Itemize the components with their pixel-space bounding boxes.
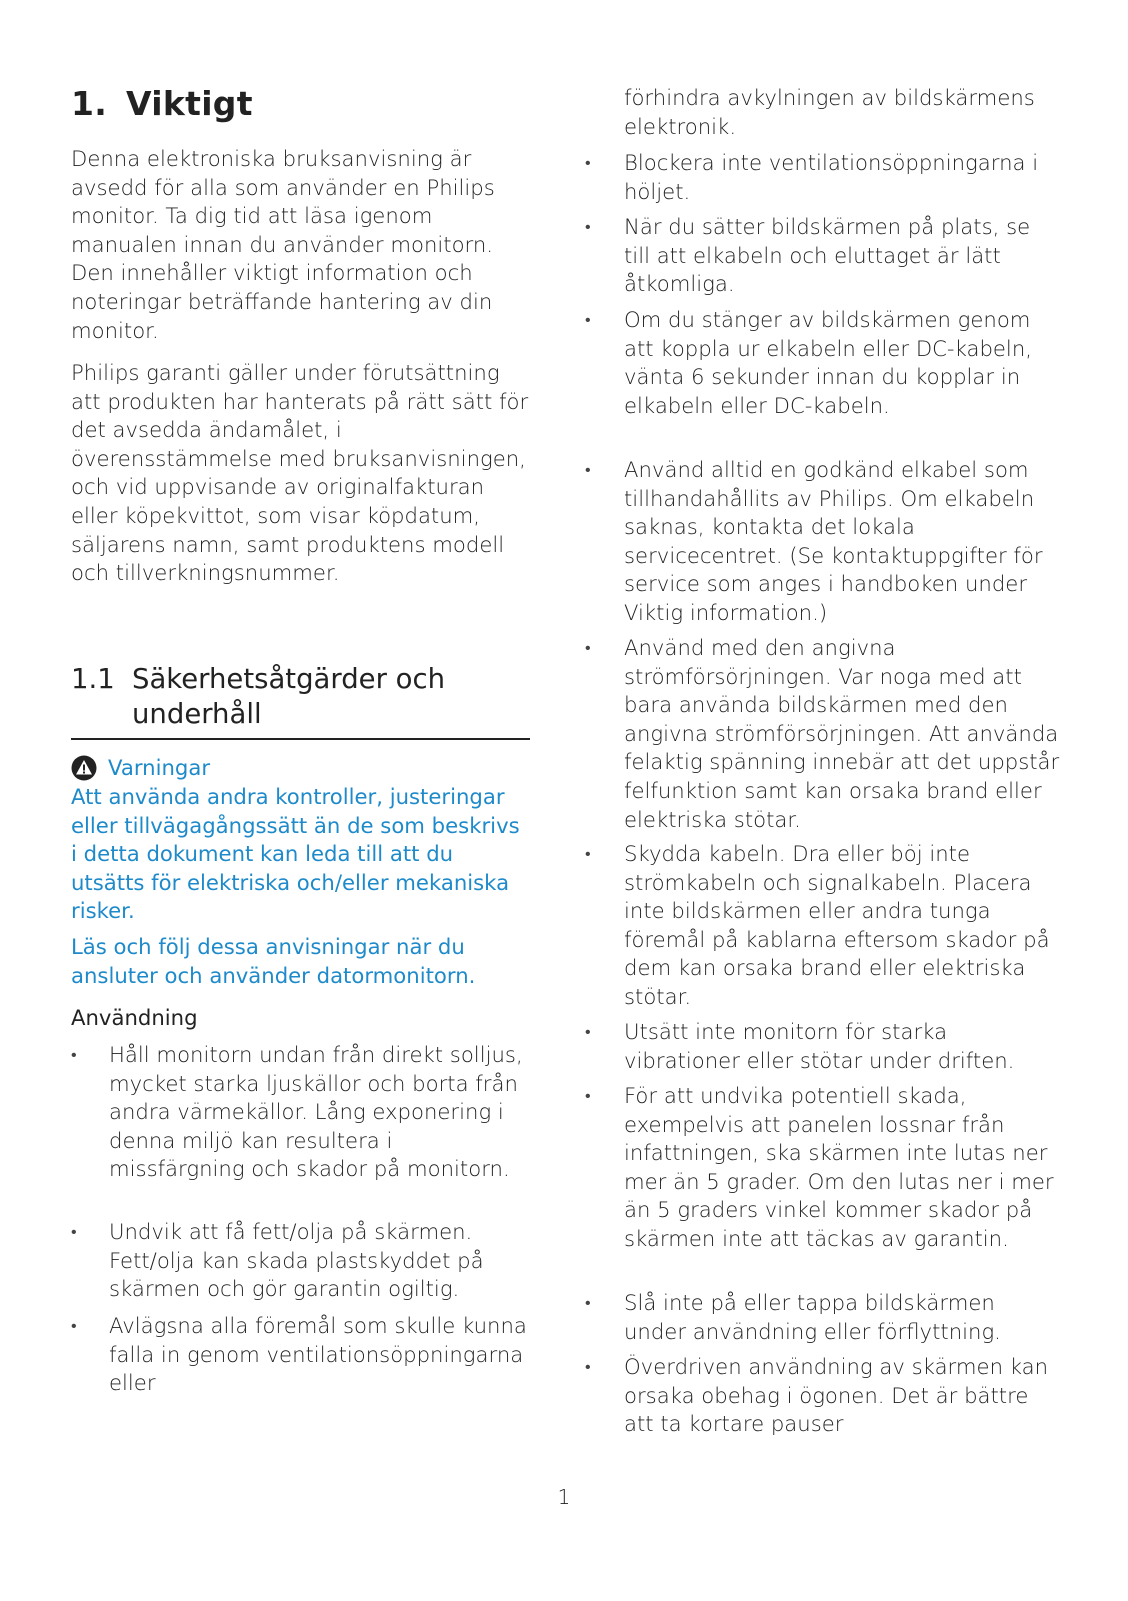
warning-icon bbox=[71, 755, 97, 781]
bullet-icon: • bbox=[71, 1316, 77, 1335]
list-item: • Använd alltid en godkänd elkabel som tillhandahållits av Philips. Om elkabeln saknas, kontakta det lokala servicecentret. (Se kontaktuppgifter för service som anges i handboken under Viktig information.) bbox=[585, 457, 1043, 625]
intro-paragraph: Philips garanti gäller under förutsättning att produkten har hanterats på rätt sätt för det avsedda ändamålet, i överensstämmelse med bruksanvisningen, och vid uppvisande av originalfakturan eller köpekvittot, som visar köpdatum, säljarens namn, samt produktens modell och tillverkningsnummer. bbox=[71, 360, 529, 586]
bullet-icon: • bbox=[585, 1293, 591, 1312]
bullet-icon: • bbox=[585, 217, 591, 236]
list-item: • Om du stänger av bildskärmen genom att koppla ur elkabeln eller DC-kabeln, vänta 6 sekunder innan du kopplar in elkabeln eller DC-kabeln. bbox=[585, 307, 1032, 418]
bullet-icon: • bbox=[585, 310, 591, 329]
section-heading bbox=[71, 662, 530, 740]
warning-paragraph: Att använda andra kontroller, justeringar eller tillvägagångssätt än de som beskrivs i detta dokument kan leda till att du utsätts för elektriska och/eller mekaniska risker. bbox=[71, 784, 520, 924]
usage-heading: Användning bbox=[71, 1005, 198, 1030]
list-item: • Utsätt inte monitorn för starka vibrationer eller stötar under driften. bbox=[585, 1019, 1015, 1073]
list-item: • Använd med den angivna strömförsörjningen. Var noga med att bara använda bildskärmen med den angivna strömförsörjningen. Att använda felaktig spänning innebär att det uppstår felfunktion samt kan orsaka brand eller elektriska stötar. bbox=[585, 635, 1060, 832]
bullet-icon: • bbox=[585, 1357, 591, 1376]
section-number: 1.1 bbox=[71, 663, 115, 695]
list-item: • Överdriven användning av skärmen kan orsaka obehag i ögonen. Det är bättre att ta kortare pauser bbox=[585, 1354, 1049, 1437]
list-item: • Håll monitorn undan från direkt solljus, mycket starka ljuskällor och borta från andra värmekällor. Lång exponering i denna miljö kan resultera i missfärgning och skador på monitorn. bbox=[71, 1042, 523, 1182]
bullet-icon: • bbox=[585, 844, 591, 863]
warning-paragraph: Läs och följ dessa anvisningar när du ansluter och använder datormonitorn. bbox=[71, 934, 476, 988]
chapter-title: Viktigt bbox=[126, 84, 253, 123]
intro-paragraph: Denna elektroniska bruksanvisning är avsedd för alla som använder en Philips monitor. Ta dig tid att läsa igenom manualen innan du använder monitorn. Den innehåller viktigt information och noteringar beträffande hantering av din monitor. bbox=[71, 146, 495, 343]
bullet-icon: • bbox=[71, 1222, 77, 1241]
list-item: • Undvik att få fett/olja på skärmen. Fett/olja kan skada plastskyddet på skärmen och gör garantin ogiltig. bbox=[71, 1219, 484, 1302]
bullet-icon: • bbox=[585, 1022, 591, 1041]
list-item: • När du sätter bildskärmen på plats, se till att elkabeln och eluttaget är lätt åtkomliga. bbox=[585, 214, 1031, 297]
page-number: 1 bbox=[557, 1485, 571, 1509]
bullet-icon: • bbox=[585, 638, 591, 657]
bullet-icon: • bbox=[585, 460, 591, 479]
chapter-number: 1. bbox=[71, 84, 108, 123]
list-item: • Avlägsna alla föremål som skulle kunna falla in genom ventilationsöppningarna eller bbox=[71, 1313, 527, 1396]
chapter-heading bbox=[71, 84, 253, 123]
section-title: Säkerhetsåtgärder och underhåll bbox=[132, 663, 446, 730]
list-item: • Slå inte på eller tappa bildskärmen under användning eller förflyttning. bbox=[585, 1290, 1001, 1344]
list-item: • För att undvika potentiell skada, exempelvis att panelen lossnar från infattningen, ska skärmen inte lutas ner mer än 5 grader. Om den lutas ner i mer än 5 graders vinkel kommer skador på skärmen inte att täckas av garantin. bbox=[585, 1083, 1054, 1251]
warning-heading bbox=[71, 754, 210, 782]
bullet-icon: • bbox=[71, 1045, 77, 1064]
continued-list-text: förhindra avkylningen av bildskärmens elektronik. bbox=[624, 85, 1035, 139]
warning-title: Varningar bbox=[108, 755, 211, 780]
bullet-icon: • bbox=[585, 1086, 591, 1105]
list-item: • Blockera inte ventilationsöppningarna i höljet. bbox=[585, 150, 1039, 204]
bullet-icon: • bbox=[585, 153, 591, 172]
list-item: • Skydda kabeln. Dra eller böj inte strömkabeln och signalkabeln. Placera inte bildskärmen eller andra tunga föremål på kablarna eftersom skador på dem kan orsaka brand eller elektriska stötar. bbox=[585, 841, 1050, 1009]
